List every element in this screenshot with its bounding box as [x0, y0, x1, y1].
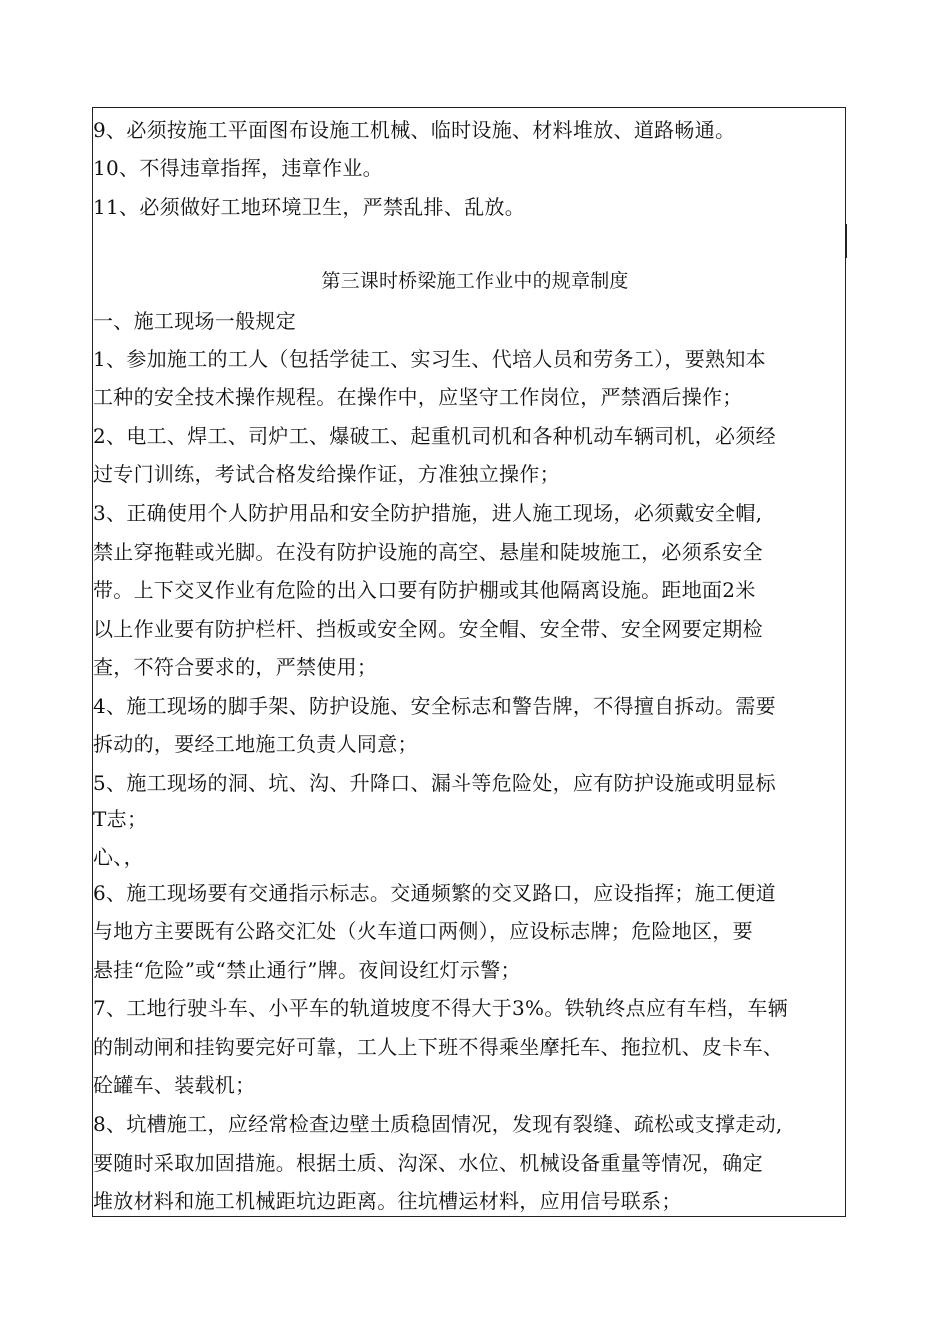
text-line: T志；: [93, 807, 148, 831]
text-line: 以上作业要有防护栏杆、挡板或安全网。安全帽、安全带、安全网要定期检: [93, 617, 763, 641]
text-line: 工种的安全技术操作规程。在操作中，应坚守工作岗位，严禁酒后操作；: [93, 385, 743, 409]
text-line: 心、，: [93, 845, 144, 869]
text-line: 拆动的，要经工地施工负责人同意；: [93, 732, 418, 756]
text-line: 7、工地行驶斗车、小平车的轨道坡度不得大于3%。铁轨终点应有车档，车辆: [93, 996, 788, 1020]
list-item: 9、必须按施工平面图布设施工机械、临时设施、材料堆放、道路畅通。: [93, 118, 736, 142]
text-line: 悬挂“危险”或“禁止通行”牌。夜间设红灯示警；: [93, 958, 521, 982]
text-line: 禁止穿拖鞋或光脚。在没有防护设施的高空、悬崖和陡坡施工，必须系安全: [93, 540, 763, 564]
text-line: 带。上下交叉作业有危险的出入口要有防护棚或其他隔离设施。距地面2米: [93, 578, 756, 602]
text-line: 3、正确使用个人防护用品和安全防护措施，进人施工现场，必须戴安全帽,: [93, 501, 763, 525]
text-line: 过专门训练，考试合格发给操作证，方准独立操作；: [93, 462, 560, 486]
border-mark: [845, 224, 847, 258]
text-line: 与地方主要既有公路交汇处（火车道口两侧），应设标志牌；危险地区，要: [93, 919, 753, 943]
sub-heading: 一、施工现场一般规定: [93, 309, 296, 333]
text-line: 砼罐车、装载机；: [93, 1073, 256, 1097]
text-line: 5、施工现场的洞、坑、沟、升降口、漏斗等危险处，应有防护设施或明显标: [93, 771, 776, 795]
list-item: 10、不得违章指挥，违章作业。: [93, 156, 383, 180]
text-line: 4、施工现场的脚手架、防护设施、安全标志和警告牌，不得擅自拆动。需要: [93, 694, 776, 718]
section-title: 第三课时桥梁施工作业中的规章制度: [321, 270, 629, 292]
text-line: 2、电工、焊工、司炉工、爆破工、起重机司机和各种机动车辆司机，必须经: [93, 424, 776, 448]
list-item: 11、必须做好工地环境卫生，严禁乱排、乱放。: [93, 195, 526, 219]
text-line: 查，不符合要求的，严禁使用；: [93, 655, 378, 679]
text-line: 8、坑槽施工，应经常检查边壁土质稳固情况，发现有裂缝、疏松或支撑走动,: [93, 1112, 783, 1136]
text-line: 要随时采取加固措施。根据土质、沟深、水位、机械设备重量等情况，确定: [93, 1151, 763, 1175]
text-line: 堆放材料和施工机械距坑边距离。往坑槽运材料，应用信号联系；: [93, 1189, 682, 1213]
text-line: 1、参加施工的工人（包括学徒工、实习生、代培人员和劳务工），要熟知本: [93, 347, 766, 371]
text-line: 的制动闸和挂钩要完好可靠，工人上下班不得乘坐摩托车、拖拉机、皮卡车、: [93, 1035, 784, 1059]
text-line: 6、施工现场要有交通指示标志。交通频繁的交叉路口，应设指挥；施工便道: [93, 881, 776, 905]
